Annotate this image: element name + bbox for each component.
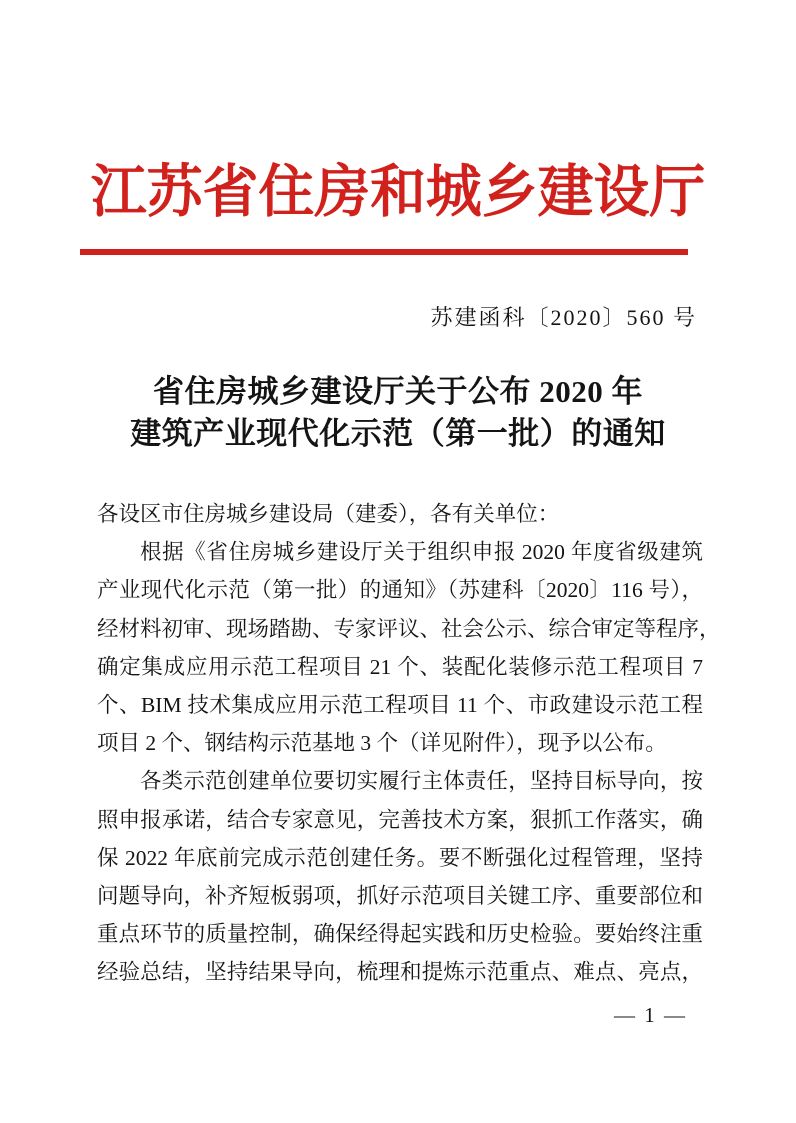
body-line: 个、BIM 技术集成应用示范工程项目 11 个、市政建设示范工程 (97, 693, 703, 718)
document-title (0, 371, 796, 455)
document-title-line-2: 建筑产业现代化示范（第一批）的通知 (130, 416, 666, 451)
document-body (97, 495, 721, 992)
body-line: 保 2022 年底前完成示范创建任务。要不断强化过程管理，坚持 (97, 845, 703, 870)
body-line: 重点环节的质量控制，确保经得起实践和历史检验。要始终注重 (97, 922, 703, 947)
body-line: 项目 2 个、钢结构示范基地 3 个（详见附件），现予以公布。 (97, 731, 667, 756)
body-line: 经验总结，坚持结果导向，梳理和提炼示范重点、难点、亮点， (97, 960, 703, 985)
body-line: 确定集成应用示范工程项目 21 个、装配化装修示范工程项目 7 (97, 654, 703, 679)
letterhead-org-name: 江苏省住房和城乡建设厅 (90, 161, 706, 224)
body-line: 照申报承诺，结合专家意见，完善技术方案，狠抓工作落实，确 (97, 807, 703, 832)
salutation-line: 各设区市住房城乡建设局（建委），各有关单位： (97, 502, 560, 526)
body-line: 根据《省住房城乡建设厅关于组织申报 2020 年度省级建筑 (140, 540, 703, 565)
body-line: 问题导向，补齐短板弱项，抓好示范项目关键工序、重要部位和 (97, 884, 703, 909)
letterhead-divider-rule (80, 249, 688, 255)
body-line: 经材料初审、现场踏勘、专家评议、社会公示、综合审定等程序， (97, 616, 721, 641)
body-line: 各类示范创建单位要切实履行主体责任，坚持目标导向，按 (140, 769, 703, 794)
body-line: 产业现代化示范（第一批）的通知》（苏建科〔2020〕116 号）， (97, 578, 703, 603)
document-reference-number: 苏建函科〔2020〕560 号 (430, 305, 697, 330)
document-title-line-1: 省住房城乡建设厅关于公布 2020 年 (153, 374, 643, 409)
page-number: — 1 — (614, 1003, 687, 1027)
